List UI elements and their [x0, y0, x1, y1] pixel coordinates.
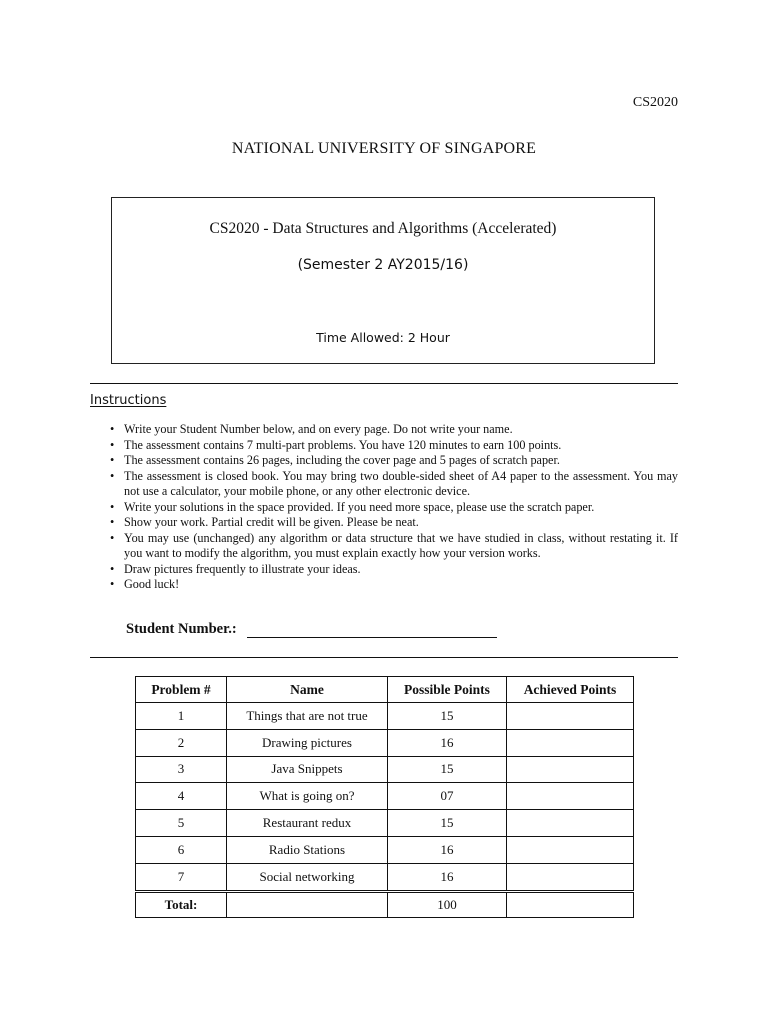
problem-number: 7	[136, 863, 227, 891]
possible-points: 16	[388, 863, 507, 891]
course-code: CS2020	[632, 95, 678, 110]
instruction-item: • Write your Student Number below, and on every page. Do not write your name.	[110, 422, 678, 438]
possible-points: 15	[388, 756, 507, 783]
student-number-field[interactable]	[247, 621, 497, 638]
problem-name: Drawing pictures	[227, 729, 388, 756]
achieved-points-cell[interactable]	[507, 836, 634, 863]
total-name	[227, 891, 388, 917]
student-number-row	[126, 621, 497, 638]
achieved-points-cell[interactable]	[507, 756, 634, 783]
table-row	[136, 863, 634, 891]
title-box	[111, 197, 655, 364]
problem-number: 4	[136, 783, 227, 810]
course-title: CS2020 - Data Structures and Algorithms (Accelerated)	[209, 220, 557, 237]
student-number-label: Student Number.:	[126, 621, 237, 637]
instruction-item: • The assessment is closed book. You may bring two double-sided sheet of A4 paper to the assessment. You may not use a calculator, your mobile phone, or any other electronic device.	[110, 469, 678, 500]
time-allowed: Time Allowed: 2 Hour	[316, 330, 450, 345]
achieved-points-cell[interactable]	[507, 729, 634, 756]
achieved-points-cell[interactable]	[507, 810, 634, 837]
instruction-item: • The assessment contains 7 multi-part problems. You have 120 minutes to earn 100 points.	[110, 438, 678, 454]
semester-label: (Semester 2 AY2015/16)	[297, 257, 469, 273]
possible-points: 15	[388, 810, 507, 837]
instructions-heading: Instructions	[90, 393, 167, 408]
instruction-item: • Good luck!	[110, 577, 678, 593]
table-row	[136, 810, 634, 837]
problem-number: 6	[136, 836, 227, 863]
problem-name: Things that are not true	[227, 703, 388, 730]
possible-points: 16	[388, 729, 507, 756]
table-row	[136, 703, 634, 730]
problem-name: Social networking	[227, 863, 388, 891]
column-header-name: Name	[227, 677, 388, 703]
problem-name: Java Snippets	[227, 756, 388, 783]
problem-number: 2	[136, 729, 227, 756]
problem-name: What is going on?	[227, 783, 388, 810]
instruction-item: • The assessment contains 26 pages, including the cover page and 5 pages of scratch paper.	[110, 453, 678, 469]
table-row	[136, 836, 634, 863]
divider-top	[90, 383, 678, 384]
total-achieved-points-cell[interactable]	[507, 891, 634, 917]
total-label: Total:	[136, 891, 227, 917]
achieved-points-cell[interactable]	[507, 863, 634, 891]
divider-bottom	[90, 657, 678, 658]
instruction-item: • Draw pictures frequently to illustrate your ideas.	[110, 562, 678, 578]
total-possible-points: 100	[388, 891, 507, 917]
column-header-achieved-points: Achieved Points	[507, 677, 634, 703]
university-name: NATIONAL UNIVERSITY OF SINGAPORE	[231, 140, 537, 157]
problem-number: 5	[136, 810, 227, 837]
achieved-points-cell[interactable]	[507, 783, 634, 810]
problem-name: Radio Stations	[227, 836, 388, 863]
column-header-problem: Problem #	[136, 677, 227, 703]
problem-number: 1	[136, 703, 227, 730]
instruction-item: • Write your solutions in the space provided. If you need more space, please use the scratch paper.	[110, 500, 678, 516]
instruction-item: • Show your work. Partial credit will be given. Please be neat.	[110, 515, 678, 531]
problem-name: Restaurant redux	[227, 810, 388, 837]
score-table	[135, 676, 634, 918]
table-row	[136, 729, 634, 756]
table-row	[136, 783, 634, 810]
column-header-possible-points: Possible Points	[388, 677, 507, 703]
possible-points: 15	[388, 703, 507, 730]
possible-points: 07	[388, 783, 507, 810]
instructions-list	[110, 422, 678, 593]
problem-number: 3	[136, 756, 227, 783]
possible-points: 16	[388, 836, 507, 863]
total-row	[136, 891, 634, 917]
table-row	[136, 756, 634, 783]
table-header-row	[136, 677, 634, 703]
instruction-item: • You may use (unchanged) any algorithm or data structure that we have studied in class, without restating it. If you want to modify the algorithm, you must explain exactly how your version works.	[110, 531, 678, 562]
achieved-points-cell[interactable]	[507, 703, 634, 730]
